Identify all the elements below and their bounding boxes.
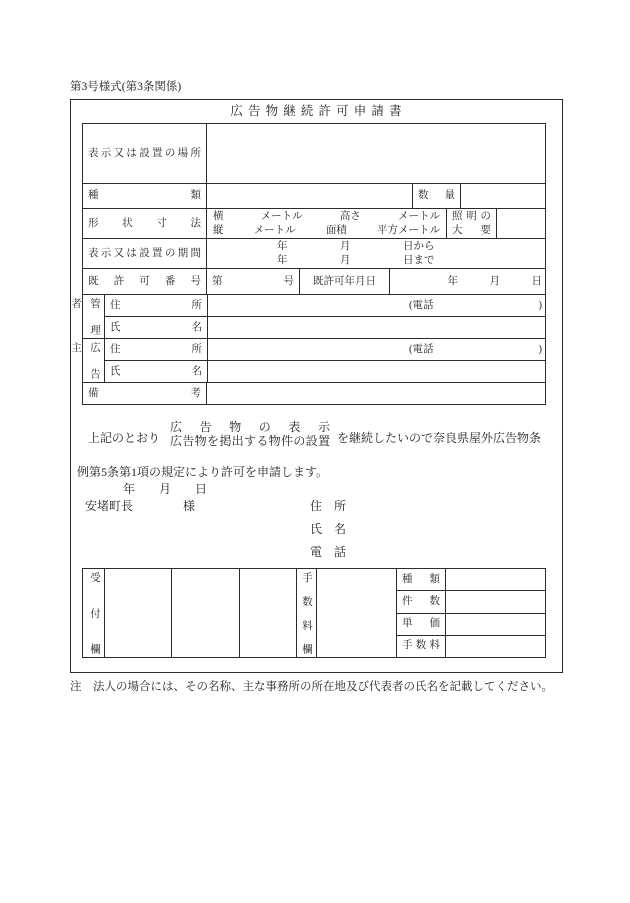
advertiser-rows bbox=[104, 339, 545, 382]
fee-kind-value bbox=[445, 569, 545, 590]
row-period bbox=[83, 238, 545, 268]
manager-name-label: 氏 名 bbox=[110, 321, 202, 333]
advertiser-address-cell: (電話 ) bbox=[207, 339, 545, 360]
manager-address-label: 住 所 bbox=[110, 299, 202, 311]
height-label: 高さ bbox=[339, 210, 361, 222]
permit-date-label: 既許可年月日 bbox=[299, 269, 389, 294]
reception-column-label: 受 付 欄 bbox=[89, 572, 100, 654]
lighting-label-line1: 照明の bbox=[452, 210, 491, 222]
applicant-address-label: 住 所 bbox=[310, 499, 347, 513]
lighting-input-cell bbox=[496, 209, 545, 238]
shape-line-2 bbox=[207, 224, 446, 238]
permit-number-cell: 第 号 bbox=[206, 269, 299, 294]
manager-address-cell: (電話 ) bbox=[207, 295, 545, 316]
lighting-label-line2: 大 要 bbox=[452, 224, 491, 236]
width-unit: メートル bbox=[260, 210, 303, 222]
area-unit: 平方メートル bbox=[376, 224, 440, 236]
row-shape bbox=[83, 208, 545, 238]
row-kind bbox=[83, 183, 545, 208]
fee-unitprice-label: 単 価 bbox=[402, 618, 440, 630]
legal-entity-note: 注 法人の場合には、その名称、主な事務所の所在地及び代表者の氏名を記載してください。 bbox=[70, 681, 553, 693]
permit-date-cell: 年 月 日 bbox=[389, 269, 545, 294]
fee-breakdown-table bbox=[396, 569, 545, 657]
advertiser-name-label: 氏 名 bbox=[110, 365, 202, 377]
vertical-unit: メートル bbox=[253, 224, 296, 236]
fee-count-label: 件 数 bbox=[402, 595, 440, 607]
fee-unitprice-value bbox=[445, 614, 545, 635]
statement-prefix: 上記のとおり bbox=[88, 431, 161, 445]
statement-line2: 例第5条第1項の規定により許可を申請します。 bbox=[77, 465, 329, 479]
manager-name-row bbox=[105, 316, 545, 338]
remarks-label: 備 考 bbox=[88, 387, 201, 399]
fee-row-unitprice bbox=[397, 613, 545, 635]
reception-cell-1 bbox=[104, 569, 171, 657]
applicant-name-label: 氏 名 bbox=[310, 522, 347, 536]
advertiser-name-cell bbox=[207, 361, 545, 382]
advertiser-address-row bbox=[105, 339, 545, 360]
advertiser-address-label: 住 所 bbox=[110, 343, 202, 355]
footer-table bbox=[82, 568, 546, 658]
kind-input-cell bbox=[206, 184, 412, 208]
manager-vertical-label: 管 理 者 bbox=[70, 298, 100, 335]
row-location bbox=[83, 124, 545, 183]
period-input-cell bbox=[206, 239, 545, 268]
addressee-name: 安堵町長 bbox=[85, 499, 134, 513]
fee-amount-cell bbox=[316, 569, 396, 657]
reception-cell-3 bbox=[239, 569, 296, 657]
statement-suffix: を継続したいので奈良県屋外広告物条 bbox=[337, 431, 542, 445]
manager-name-cell bbox=[207, 317, 545, 338]
addressee-honorific: 様 bbox=[183, 499, 196, 513]
vertical-label: 縦 bbox=[213, 224, 224, 236]
statement-date-line: 年 月 日 bbox=[123, 482, 208, 496]
fee-column-label: 手 数 料 欄 bbox=[296, 569, 316, 657]
period-from: 年 月 日から bbox=[277, 240, 435, 252]
kind-label: 種 類 bbox=[88, 190, 201, 201]
row-remarks bbox=[83, 382, 545, 404]
manager-rows bbox=[104, 295, 545, 338]
fee-count-value bbox=[445, 591, 545, 612]
location-input-cell bbox=[206, 124, 545, 183]
group-advertiser bbox=[70, 338, 545, 382]
fee-fee-label: 手数料 bbox=[402, 640, 440, 652]
reception-cell-2 bbox=[171, 569, 239, 657]
advertiser-name-row bbox=[105, 360, 545, 382]
shape-label: 形 状 寸 法 bbox=[88, 217, 201, 229]
width-label: 横 bbox=[213, 210, 224, 222]
row-permit bbox=[83, 268, 545, 294]
form-title: 広 告 物 継 続 許 可 申 請 書 bbox=[230, 104, 403, 118]
manager-address-row bbox=[105, 295, 545, 316]
height-unit: メートル bbox=[397, 210, 440, 222]
fee-kind-label: 種 類 bbox=[402, 573, 440, 585]
shape-line-1 bbox=[207, 210, 446, 224]
fee-row-fee bbox=[397, 635, 545, 657]
area-label: 面積 bbox=[325, 224, 347, 236]
fee-row-count bbox=[397, 590, 545, 612]
fee-row-kind bbox=[397, 569, 545, 590]
permit-number-label: 既 許 可 番 号 bbox=[88, 275, 201, 287]
option-display: 広 告 物 の 表 示 bbox=[170, 420, 330, 434]
quantity-input-cell bbox=[460, 184, 545, 208]
statement-options bbox=[170, 420, 330, 448]
applicant-phone-label: 電 話 bbox=[310, 545, 347, 559]
lighting-label-cell bbox=[446, 209, 496, 238]
advertiser-vertical-label: 広 告 主 bbox=[70, 342, 100, 379]
period-label: 表示又は設置の期間 bbox=[88, 247, 201, 259]
location-label: 表示又は設置の場所 bbox=[88, 147, 201, 159]
period-to: 年 月 日まで bbox=[277, 254, 435, 266]
option-installation: 広告物を掲出する物件の設置 bbox=[170, 434, 330, 448]
group-manager bbox=[70, 294, 545, 338]
quantity-label: 数 量 bbox=[412, 184, 460, 208]
form-number: 第3号様式(第3条関係) bbox=[70, 81, 182, 93]
main-table bbox=[70, 123, 546, 405]
fee-fee-value bbox=[445, 636, 545, 657]
shape-dimensions-cell bbox=[206, 209, 446, 238]
remarks-input-cell bbox=[206, 383, 545, 404]
